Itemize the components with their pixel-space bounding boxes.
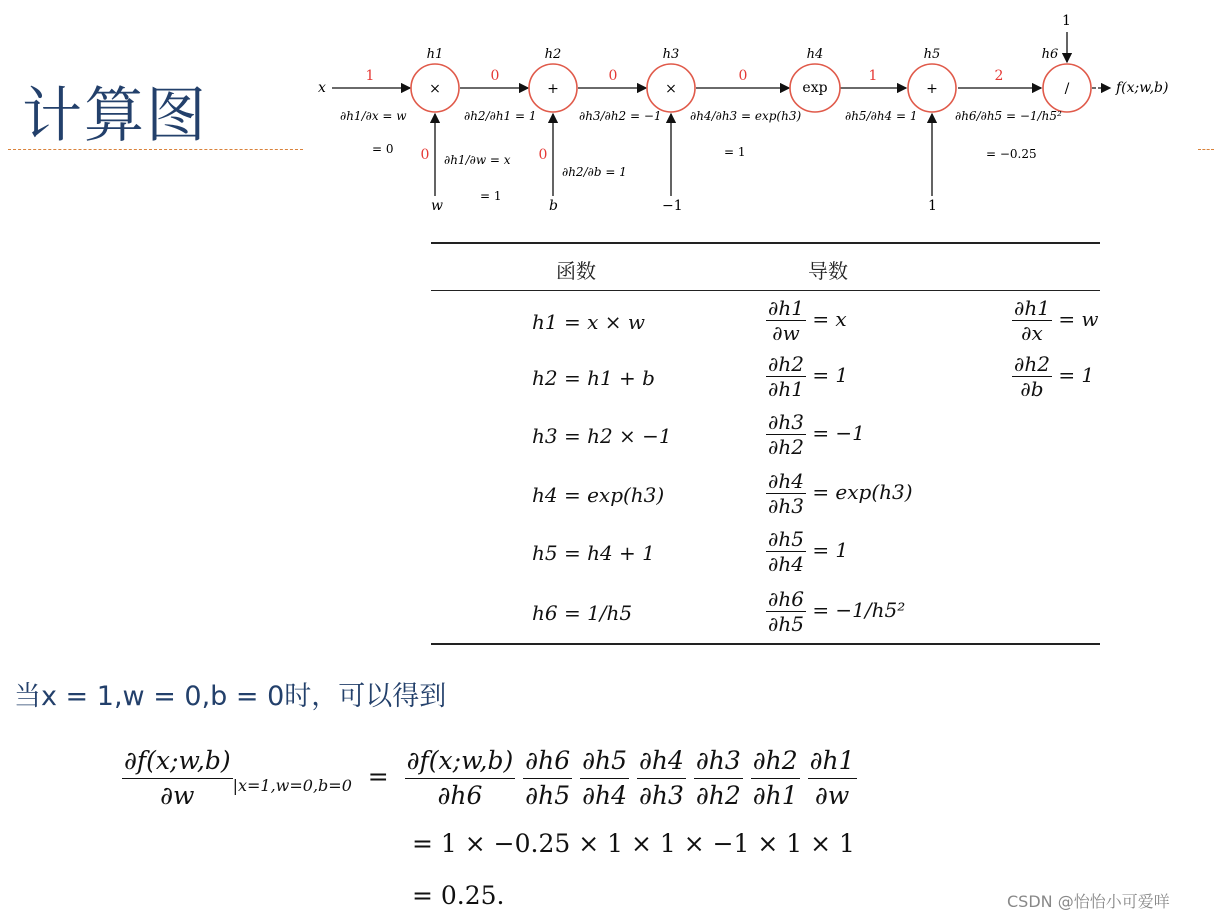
- table-row-deriv1: $\frac{\partial h5}{\partial h4}$ = 1: [768, 527, 849, 576]
- local-dh6dh5-val: = −0.25: [986, 147, 1037, 161]
- page-title: 计算图: [22, 81, 208, 151]
- equation-line-3: = 0.25.: [412, 881, 505, 910]
- local-dh1dx: ∂h1/∂x = w: [340, 109, 407, 123]
- watermark: CSDN @怡怡小可爱咩: [1007, 892, 1170, 911]
- input-neg1: −1: [662, 198, 683, 214]
- equation-line-2: = 1 × −0.25 × 1 × 1 × −1 × 1 × 1: [412, 829, 855, 858]
- condition-text: 当x = 1,w = 0,b = 0时，可以得到: [14, 681, 447, 712]
- table-header-derivative: 导数: [808, 259, 848, 283]
- label-h1: h1: [426, 47, 444, 62]
- input-x: x: [318, 80, 326, 96]
- label-h4: h4: [806, 47, 824, 62]
- input-1-bottom: 1: [928, 198, 937, 214]
- local-dh1dw-val: = 1: [480, 189, 502, 203]
- table-row-func: h6 = 1/h5: [532, 601, 633, 625]
- eq-term: $\frac{\partial h6}{\partial h5}$: [525, 746, 571, 810]
- local-dh1dx-val: = 0: [372, 142, 394, 156]
- table-row-func: h5 = h4 + 1: [532, 541, 655, 565]
- table-row-func: h4 = exp(h3): [532, 483, 665, 507]
- op-h5: +: [926, 81, 938, 97]
- table-row-deriv1: $\frac{\partial h6}{\partial h5}$ = −1/h5²: [768, 587, 906, 636]
- label-h3: h3: [662, 47, 680, 62]
- local-dh5dh4: ∂h5/∂h4 = 1: [845, 109, 918, 123]
- op-h3: ×: [665, 81, 677, 97]
- output-f: f(x;w,b): [1116, 80, 1169, 96]
- input-1-top: 1: [1062, 13, 1071, 29]
- local-dh6dh5: ∂h6/∂h5 = −1/h5²: [955, 109, 1062, 123]
- op-h2: +: [547, 81, 559, 97]
- table-row-func: h1 = x × w: [532, 310, 645, 334]
- table-row-deriv2: $\frac{\partial h1}{\partial x}$ = w: [1014, 296, 1099, 345]
- table-row-deriv1: $\frac{\partial h2}{\partial h1}$ = 1: [768, 352, 849, 401]
- table-row-func: h2 = h1 + b: [532, 366, 655, 390]
- local-dh1dw: ∂h1/∂w = x: [444, 153, 511, 167]
- op-h1: ×: [429, 81, 441, 97]
- table-row-deriv2: $\frac{\partial h2}{\partial b}$ = 1: [1014, 352, 1095, 401]
- chain-rule-equation: $\frac{\partial f(x;w,b)}{\partial w}$ $_{|x=1,w=0,b=0}$ = $\frac{\partial f(x;w,b)}{\partial h6}$ $\frac{\partial h6}{\partial h5}$ $\frac{\partial h5}{\partial h4}$ $\frac{\partial h4}{\partial h3}$ $\frac{\partial h3}{\partial h2}$ $\frac{\partial h2}{\partial h1}$ $\frac{\partial h1}{\partial w}$: [122, 744, 857, 813]
- table-row-func: h3 = h2 × −1: [532, 424, 672, 448]
- table-top-rule: [431, 242, 1100, 244]
- eq-term: $\frac{\partial h3}{\partial h2}$: [695, 746, 741, 810]
- grad-b: 0: [538, 147, 548, 163]
- grad-h5: 2: [994, 68, 1004, 84]
- eq-condition: |x=1,w=0,b=0: [232, 776, 352, 795]
- grad-h1: 0: [490, 68, 500, 84]
- table-row-deriv1: $\frac{\partial h3}{\partial h2}$ = −1: [768, 410, 865, 459]
- grad-h3: 0: [738, 68, 748, 84]
- local-dh2db: ∂h2/∂b = 1: [562, 165, 627, 179]
- eq-term: $\frac{\partial h1}{\partial w}$: [809, 746, 855, 810]
- computation-graph: [0, 0, 1215, 230]
- grad-h4: 1: [868, 68, 878, 84]
- local-dh4dh3-val: = 1: [724, 145, 746, 159]
- op-h6: /: [1064, 81, 1070, 97]
- op-h4: exp: [802, 80, 828, 96]
- table-row-deriv1: $\frac{\partial h1}{\partial w}$ = x: [768, 296, 847, 345]
- table-bottom-rule: [431, 643, 1100, 645]
- eq-term: $\frac{\partial f(x;w,b)}{\partial h6}$: [406, 746, 514, 810]
- table-header-rule: [431, 290, 1100, 291]
- grad-h2: 0: [608, 68, 618, 84]
- eq-term: $\frac{\partial h5}{\partial h4}$: [582, 746, 627, 810]
- input-b: b: [549, 198, 558, 214]
- label-h5: h5: [923, 47, 941, 62]
- eq-term: $\frac{\partial h4}{\partial h3}$: [638, 746, 684, 810]
- input-w: w: [431, 198, 443, 214]
- table-row-deriv1: $\frac{\partial h4}{\partial h3}$ = exp(h3): [768, 469, 913, 518]
- local-dh2dh1: ∂h2/∂h1 = 1: [464, 109, 537, 123]
- eq-term: $\frac{\partial h2}{\partial h1}$: [752, 746, 798, 810]
- local-dh4dh3: ∂h4/∂h3 = exp(h3): [690, 109, 802, 123]
- grad-x: 1: [365, 68, 375, 84]
- label-h2: h2: [544, 47, 562, 62]
- label-h6: h6: [1041, 47, 1059, 62]
- grad-w: 0: [420, 147, 430, 163]
- table-header-function: 函数: [556, 259, 596, 283]
- local-dh3dh2: ∂h3/∂h2 = −1: [579, 109, 662, 123]
